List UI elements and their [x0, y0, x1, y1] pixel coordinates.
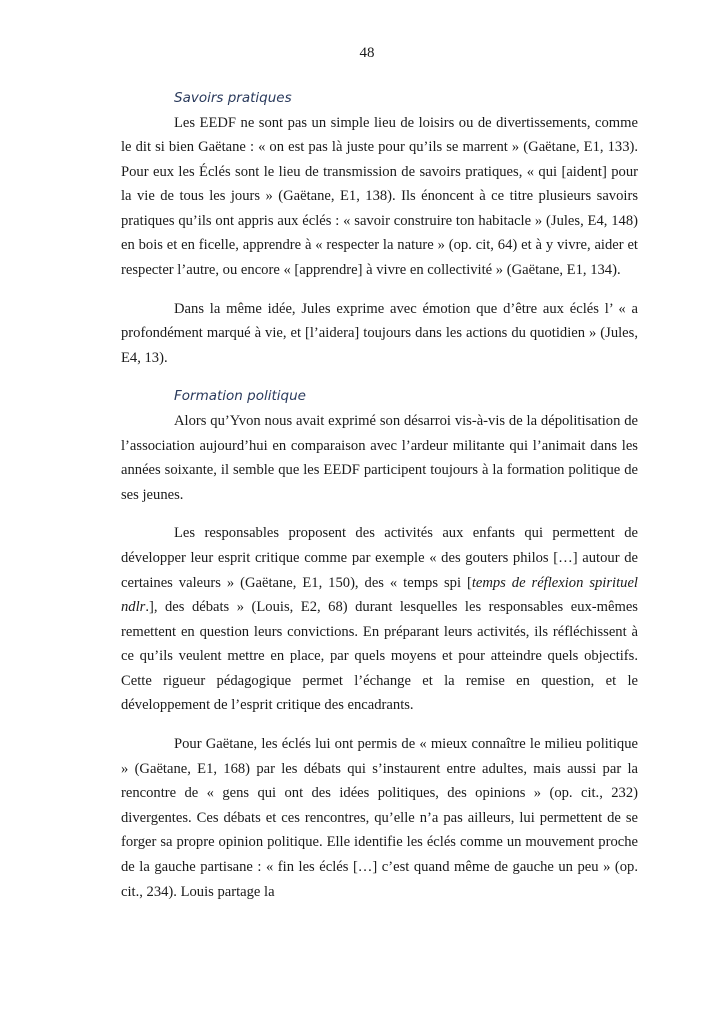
paragraph: Les EEDF ne sont pas un simple lieu de loisirs ou de divertissements, comme le dit si bien Gaëtane : « on est pas là juste pour qu’ils se marrent » (Gaëtane, E1, 133). Pour eux les Éclés sont le lieu de transmission de savoirs pratiques, « qui [aident] pour la vie de tous les jours » (Gaëtane, E1, 138). Ils énoncent à ce titre plusieurs savoirs pratiques qu’ils ont appris aux éclés : « savoir construire ton habitacle » (Jules, E4, 148) en bois et en ficelle, apprendre à « respecter la nature » (op. cit, 64) et à y vivre, aider et respecter l’autre, ou encore « [apprendre] à vivre en collectivité » (Gaëtane, E1, 134). — [121, 114, 638, 279]
page-number: 48 — [359, 45, 375, 61]
paragraph-text: Les responsables proposent des activités aux enfants qui permettent de développer leur esprit critique comme par exemple « des gouters philos […] autour de certaines valeurs » (Gaëtane, E1, 150), des « temps spi [ — [121, 525, 638, 591]
paragraph — [121, 521, 638, 718]
paragraph: Alors qu’Yvon nous avait exprimé son désarroi vis-à-vis de la dépolitisation de l’association aujourd’hui en comparaison avec l’ardeur militante qui l’animait dans les années soixante, il semble que les EEDF participent toujours à la formation politique de ses jeunes. — [121, 412, 638, 503]
section-heading-formation-politique: Formation politique — [174, 388, 306, 405]
paragraph-spacer — [121, 283, 638, 297]
paragraph: Dans la même idée, Jules exprime avec émotion que d’être aux éclés l’ « a profondément marqué à vie, et [l’aidera] toujours dans les actions du quotidien » (Jules, E4, 13). — [121, 300, 638, 366]
paragraph-text: .], des débats » (Louis, E2, 68) durant lesquelles les responsables eux-mêmes remettent en question leurs convictions. En préparant leurs activités, ils réfléchissent à ce qu’ils veulent mettre en place, par quels moyens et pour atteindre quels objectifs. Cette rigueur pédagogique permet l’échange et la remise en question, et le développement de l’esprit critique des encadrants. — [121, 599, 638, 714]
paragraph-spacer — [121, 507, 638, 521]
paragraph: Pour Gaëtane, les éclés lui ont permis de « mieux connaître le milieu politique » (Gaëtane, E1, 168) par les débats qui s’instaurent entre adultes, mais aussi par la rencontre de « gens qui ont des idées politiques, des opinions » (op. cit., 232) divergentes. Ces débats et ces rencontres, qu’elle n’a pas ailleurs, lui permettent de se forger sa propre opinion politique. Elle identifie les éclés comme un mouvement proche de la gauche partisane : « fin les éclés […] c’est quand même de gauche un peu » (op. cit., 234). Louis partage la — [121, 736, 638, 900]
page-content — [121, 86, 638, 904]
section-heading-savoirs-pratiques: Savoirs pratiques — [174, 90, 292, 106]
paragraph-spacer — [121, 718, 638, 732]
paragraph-spacer — [121, 370, 638, 384]
editor-note-italic: temps de réflexion spirituel ndlr — [121, 574, 638, 616]
